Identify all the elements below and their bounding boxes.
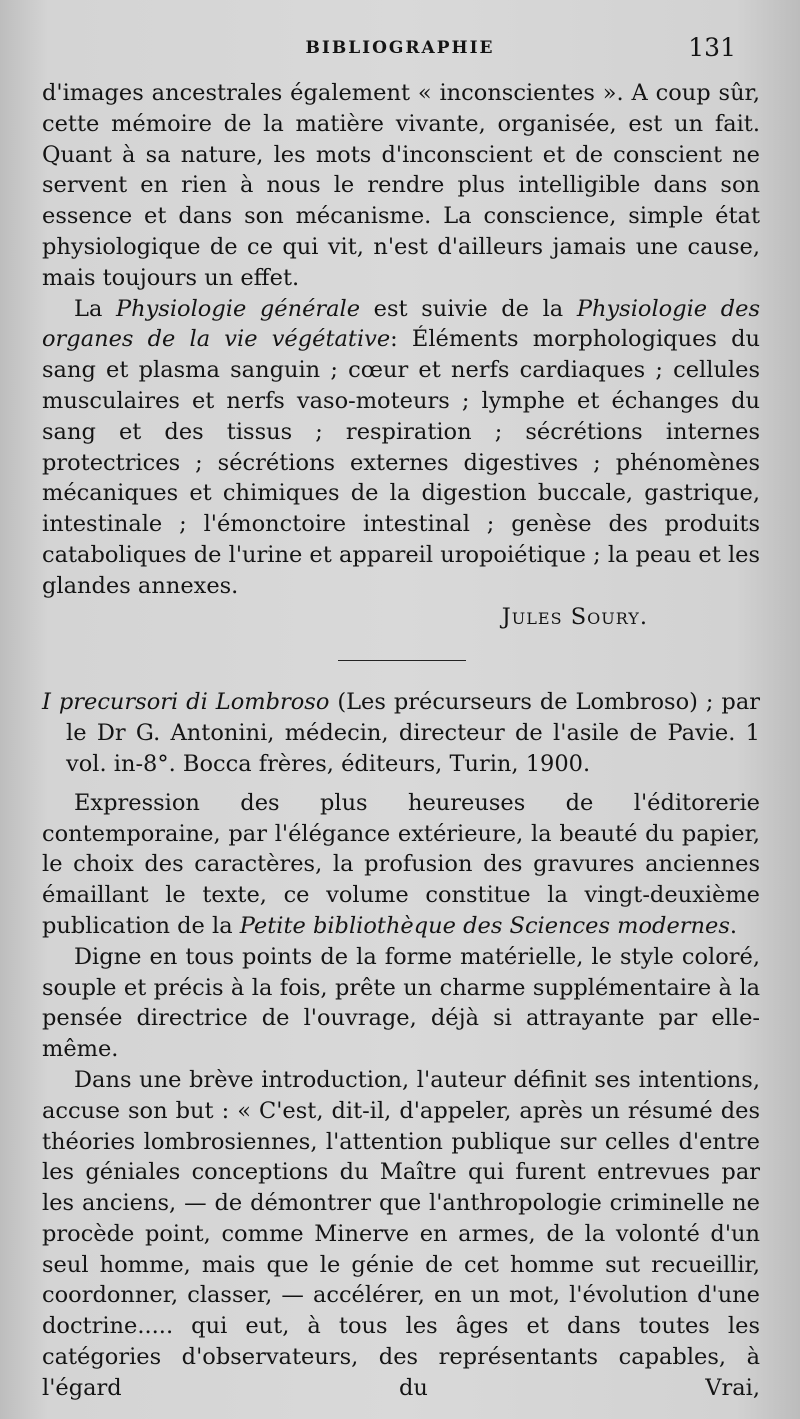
running-title: BIBLIOGRAPHIE <box>305 38 495 58</box>
italic-title: Physiologie générale <box>115 295 361 322</box>
text-run: . <box>729 912 738 939</box>
section-divider <box>338 660 466 661</box>
entry-details: (Les précurseurs de Lombroso) ; par le Dr G. Antonini, médecin, directeur de l'asile de Pavie. 1 vol. in-8°. Bocca frères, éditeurs, Turin, 1900. <box>66 689 760 777</box>
paragraph-physiologie <box>42 294 760 602</box>
paragraph-digne: Digne en tous points de la forme matérielle, le style coloré, souple et précis à la fois, prête un charme supplémentaire à la pensée directrice de l'ouvrage, déjà si attrayante par elle-même. <box>42 943 760 1063</box>
text-run: est suivie de la <box>360 295 577 322</box>
bibliographic-entry <box>42 687 760 779</box>
body-text <box>42 78 760 1404</box>
italic-title: Physiologie des organes de la vie végétative <box>42 295 760 353</box>
text-run: : Éléments morphologiques du sang et plasma sanguin ; cœur et nerfs cardiaques ; cellules musculaires et nerfs vaso-moteurs ; lymphe et échanges du sang et des tissus ; respiration ; sécrétions internes protectrices ; sécrétions externes digestives ; phénomènes mécaniques et chimiques de la digestion buccale, gastrique, intestinale ; l'émonctoire intestinal ; genèse des produits cataboliques de l'urine et appareil uropoiétique ; la peau et les glandes annexes. <box>42 326 760 599</box>
text-run: Expression des plus heureuses de l'éditorerie contemporaine, par l'élégance extérieure, la beauté du papier, le choix des caractères, la profusion des gravures anciennes émaillant le texte, ce volume constitue la vingt-deuxième publication de la <box>42 789 760 939</box>
page-number: 131 <box>688 33 736 62</box>
paragraph-expression <box>42 788 760 942</box>
author-signature: Jules Soury. <box>501 603 648 630</box>
entry-title: I precursori di Lombroso <box>42 689 330 716</box>
paragraph-introduction: Dans une brève introduction, l'auteur définit ses intentions, accuse son but : « C'est, dit-il, d'appeler, après un résumé des théories lombrosiennes, l'attention publique sur celles d'entre les géniales conceptions du Maître qui furent entrevues par les anciens, — de démontrer que l'anthropologie criminelle ne procède point, comme Minerve en armes, de la volonté d'un seul homme, mais que le génie de cet homme sut recueillir, coordonner, classer, — accélérer, en un mot, l'évolution d'une doctrine..... qui eut, à tous les âges et dans toutes les catégories d'observateurs, des représentants capables, à l'égard du Vrai, <box>42 1066 760 1401</box>
paragraph-continuation: d'images ancestrales également « inconscientes ». A coup sûr, cette mémoire de la matière vivante, organisée, est un fait. Quant à sa nature, les mots d'inconscient et de conscient ne servent en rien à nous le rendre plus intelligible dans son essence et dans son mécanisme. La conscience, simple état physiologique de ce qui vit, n'est d'ailleurs jamais une cause, mais toujours un effet. <box>42 80 760 291</box>
spacer <box>42 780 760 788</box>
text-run: La <box>74 295 116 322</box>
italic-title: Petite bibliothèque des Sciences modernes <box>239 912 730 939</box>
